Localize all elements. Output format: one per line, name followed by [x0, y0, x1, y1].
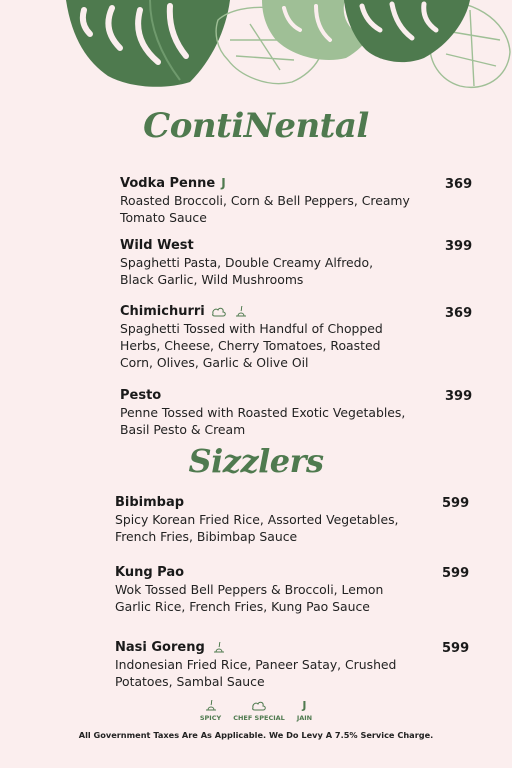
legend-label: SPICY	[199, 714, 222, 722]
menu-item-chimichurri	[120, 303, 430, 371]
legend-label: JAIN	[296, 714, 313, 722]
item-name: Kung Pao	[115, 565, 185, 580]
legend-jain	[297, 700, 312, 722]
item-description-line: Basil Pesto & Cream	[120, 422, 246, 437]
menu-item-nasi-goreng	[115, 639, 435, 690]
jain-icon: J	[221, 176, 226, 190]
chef-special-icon	[251, 700, 267, 712]
item-name: Wild West	[120, 238, 194, 253]
menu-item-vodka-penne	[120, 175, 430, 226]
item-price: 369	[445, 306, 473, 321]
item-description-line: Spaghetti Pasta, Double Creamy Alfredo,	[120, 255, 374, 270]
menu-item-kung-pao	[115, 564, 435, 615]
item-price: 399	[445, 389, 473, 404]
item-description-line: Black Garlic, Wild Mushrooms	[120, 272, 304, 287]
item-description-line: Spicy Korean Fried Rice, Assorted Vegetables,	[115, 512, 399, 527]
monstera-leaves-decoration	[0, 0, 512, 100]
item-name: Nasi Goreng	[115, 640, 205, 655]
dark-leaf-left	[66, 0, 230, 87]
item-description-line: Potatoes, Sambal Sauce	[115, 674, 265, 689]
jain-icon: J	[302, 699, 307, 712]
item-name: Pesto	[120, 388, 162, 403]
item-description-line: Roasted Broccoli, Corn & Bell Peppers, Creamy	[120, 193, 410, 208]
section-title-continental: ContiNental	[143, 106, 369, 146]
legend-label: CHEF SPECIAL	[233, 714, 285, 722]
spicy-icon	[233, 306, 249, 318]
item-price: 599	[442, 641, 470, 656]
item-description-line: Corn, Olives, Garlic & Olive Oil	[120, 355, 309, 370]
item-price: 599	[442, 566, 470, 581]
legend-chef-special	[233, 700, 285, 722]
menu-item-pesto	[120, 387, 430, 438]
item-description-line: French Fries, Bibimbap Sauce	[115, 529, 298, 544]
icon-legend	[0, 700, 512, 722]
item-description-line: Tomato Sauce	[120, 210, 207, 225]
spicy-icon	[211, 642, 227, 654]
item-name: Vodka Penne	[120, 176, 216, 191]
legend-spicy	[200, 700, 221, 722]
item-description-line: Spaghetti Tossed with Handful of Chopped	[120, 321, 383, 336]
item-price: 369	[445, 177, 473, 192]
item-description-line: Wok Tossed Bell Peppers & Broccoli, Lemon	[115, 582, 384, 597]
item-description-line: Indonesian Fried Rice, Paneer Satay, Crushed	[115, 657, 397, 672]
item-name: Chimichurri	[120, 304, 205, 319]
item-price: 399	[445, 239, 473, 254]
menu-item-wild-west	[120, 237, 430, 288]
section-title-sizzlers: Sizzlers	[188, 442, 324, 480]
item-price: 599	[442, 496, 470, 511]
chef-special-icon	[211, 306, 227, 318]
item-description-line: Garlic Rice, French Fries, Kung Pao Sauce	[115, 599, 370, 614]
item-description-line: Herbs, Cheese, Cherry Tomatoes, Roasted	[120, 338, 381, 353]
menu-item-bibimbap	[115, 494, 435, 545]
tax-disclaimer: All Government Taxes Are As Applicable. We Do Levy A 7.5% Service Charge.	[78, 730, 434, 740]
item-description-line: Penne Tossed with Roasted Exotic Vegetables,	[120, 405, 406, 420]
spicy-icon	[203, 700, 219, 712]
dark-leaf-right	[344, 0, 470, 62]
item-name: Bibimbap	[115, 495, 185, 510]
